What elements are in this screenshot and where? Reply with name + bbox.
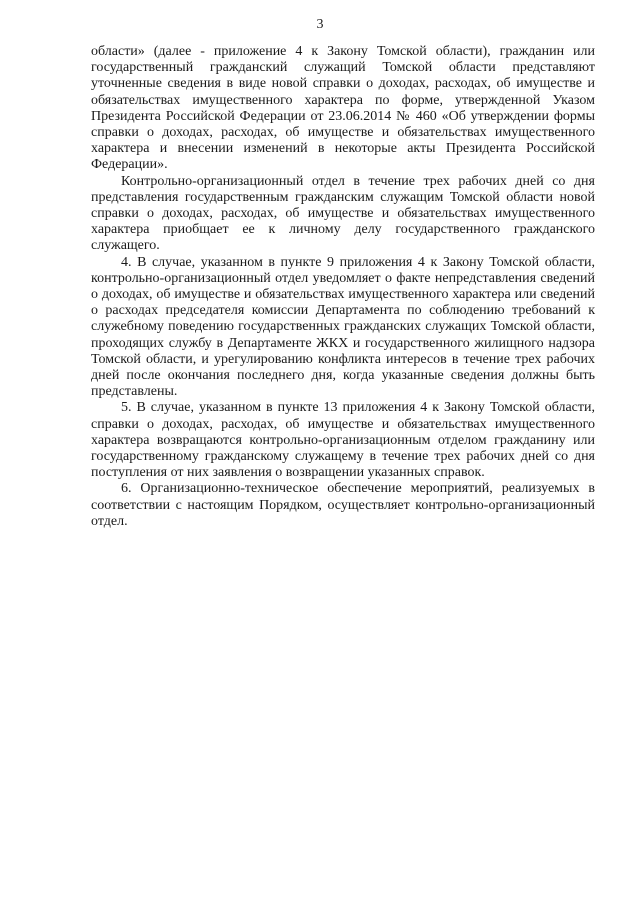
paragraph-item-6: 6. Организационно-техническое обеспечение мероприятий, реализуемых в соответствии с настоящим Порядком, осуществляет контрольно-организационный отдел. [91,481,595,529]
paragraph-continuation: области» (далее - приложение 4 к Закону Томской области), гражданин или государственный гражданский служащий Томской области представляют уточненные сведения в виде новой справки о доходах, расходах, об имуществе и обязательствах имущественного характера по форме, утвержденной Указом Президента Российской Федерации от 23.06.2014 № 460 «Об утверждении формы справки о доходах, расходах, об имуществе и обязательствах имущественного характера и внесении изменений в некоторые акты Президента Российской Федерации». [91,44,595,173]
document-body [91,44,595,530]
paragraph-control-department: Контрольно-организационный отдел в течение трех рабочих дней со дня представления государственным гражданским служащим Томской области новой справки о доходах, расходах, об имуществе и обязательствах имущественного характера приобщает ее к личному делу государственного гражданского служащего. [91,173,595,254]
paragraph-item-4: 4. В случае, указанном в пункте 9 приложения 4 к Закону Томской области, контрольно-организационный отдел уведомляет о факте непредставления сведений о доходах, об имуществе и обязательствах имущественного характера или сведений о расходах председателя комиссии Департамента по соблюдению требований к служебному поведению государственных гражданских служащих Томской области, проходящих службу в Департаменте ЖКХ и государственного жилищного надзора Томской области, и урегулированию конфликта интересов в течение трех рабочих дней после окончания последнего дня, когда указанные сведения должны быть представлены. [91,254,595,400]
paragraph-item-5: 5. В случае, указанном в пункте 13 приложения 4 к Закону Томской области, справки о доходах, расходах, об имуществе и обязательствах имущественного характера возвращаются контрольно-организационным отделом гражданину или государственному гражданскому служащему в течение трех рабочих дней со дня поступления от них заявления о возвращении указанных справок. [91,400,595,481]
page-number: 3 [316,17,324,32]
